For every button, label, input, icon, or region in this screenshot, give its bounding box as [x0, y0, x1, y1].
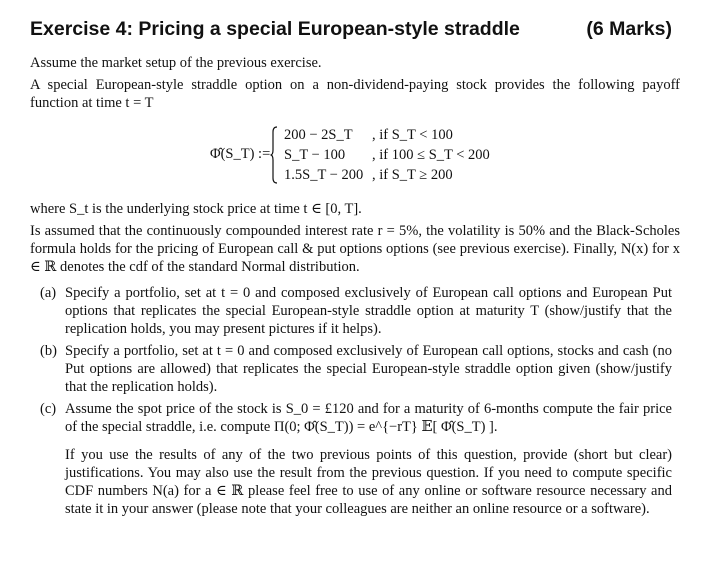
exercise-title: Exercise 4: Pricing a special European-style straddle [30, 17, 520, 40]
question-a [40, 284, 672, 338]
payoff-equation [210, 124, 530, 188]
payoff-case-3-expr: 1.5S_T − 200 [284, 167, 364, 183]
where-line: where S_t is the underlying stock price at time t ∈ [0, T]. [30, 201, 362, 217]
question-c-note: If you use the results of any of the two previous points of this question, provide (short but clear) justifications. You may also use the result from the previous question. If you need to compute specific CDF numbers N(a) for a ∈ ℝ please feel free to use of any online or software resource necessary and state it in your answer (please note that your colleagues are neither an online resource or a software). [65, 447, 672, 517]
question-b [40, 342, 672, 396]
question-c-label: (c) [40, 401, 57, 417]
question-a-label: (a) [40, 285, 57, 301]
assumption-paragraph: Is assumed that the continuously compounded interest rate r = 5%, the volatility is 50% and the Black-Scholes formula holds for the pricing of European call & put options options (see previous exercise). Finally, N(x) for x ∈ ℝ denotes the cdf of the standard Normal distribution. [30, 223, 680, 275]
question-b-text: Specify a portfolio, set at t = 0 and composed exclusively of European call options, stocks and cash (no Put options are allowed) that replicates the special European-style straddle option given (show/justify that the replication holds). [65, 343, 672, 395]
question-b-label: (b) [40, 343, 57, 359]
intro-line-2: A special European-style straddle option on a non-dividend-paying stock provides the following payoff function at time t = T [30, 77, 680, 111]
payoff-lhs: Φ̂(S_T) := [210, 146, 271, 162]
question-a-text: Specify a portfolio, set at t = 0 and composed exclusively of European call options and European Put options that replicates the special European-style straddle option at maturity T (show/justify that the replication holds, you may present pictures if it helps). [65, 285, 672, 337]
exercise-header [30, 16, 672, 42]
left-brace [270, 126, 278, 184]
payoff-case-1-cond: , if S_T < 100 [372, 127, 453, 143]
intro-line-1: Assume the market setup of the previous exercise. [30, 55, 322, 71]
exercise-marks: (6 Marks) [586, 17, 672, 40]
question-c [40, 400, 672, 518]
question-c-text: Assume the spot price of the stock is S_0 = £120 and for a maturity of 6-months compute the fair price of the special straddle, i.e. compute Π(0; Φ̂(S_T)) = e^{−rT} 𝔼[ Φ̂(S_T) ]. [65, 401, 672, 435]
payoff-case-2-cond: , if 100 ≤ S_T < 200 [372, 147, 490, 163]
payoff-case-1-expr: 200 − 2S_T [284, 127, 353, 143]
payoff-case-3-cond: , if S_T ≥ 200 [372, 167, 453, 183]
payoff-case-2-expr: S_T − 100 [284, 147, 346, 163]
